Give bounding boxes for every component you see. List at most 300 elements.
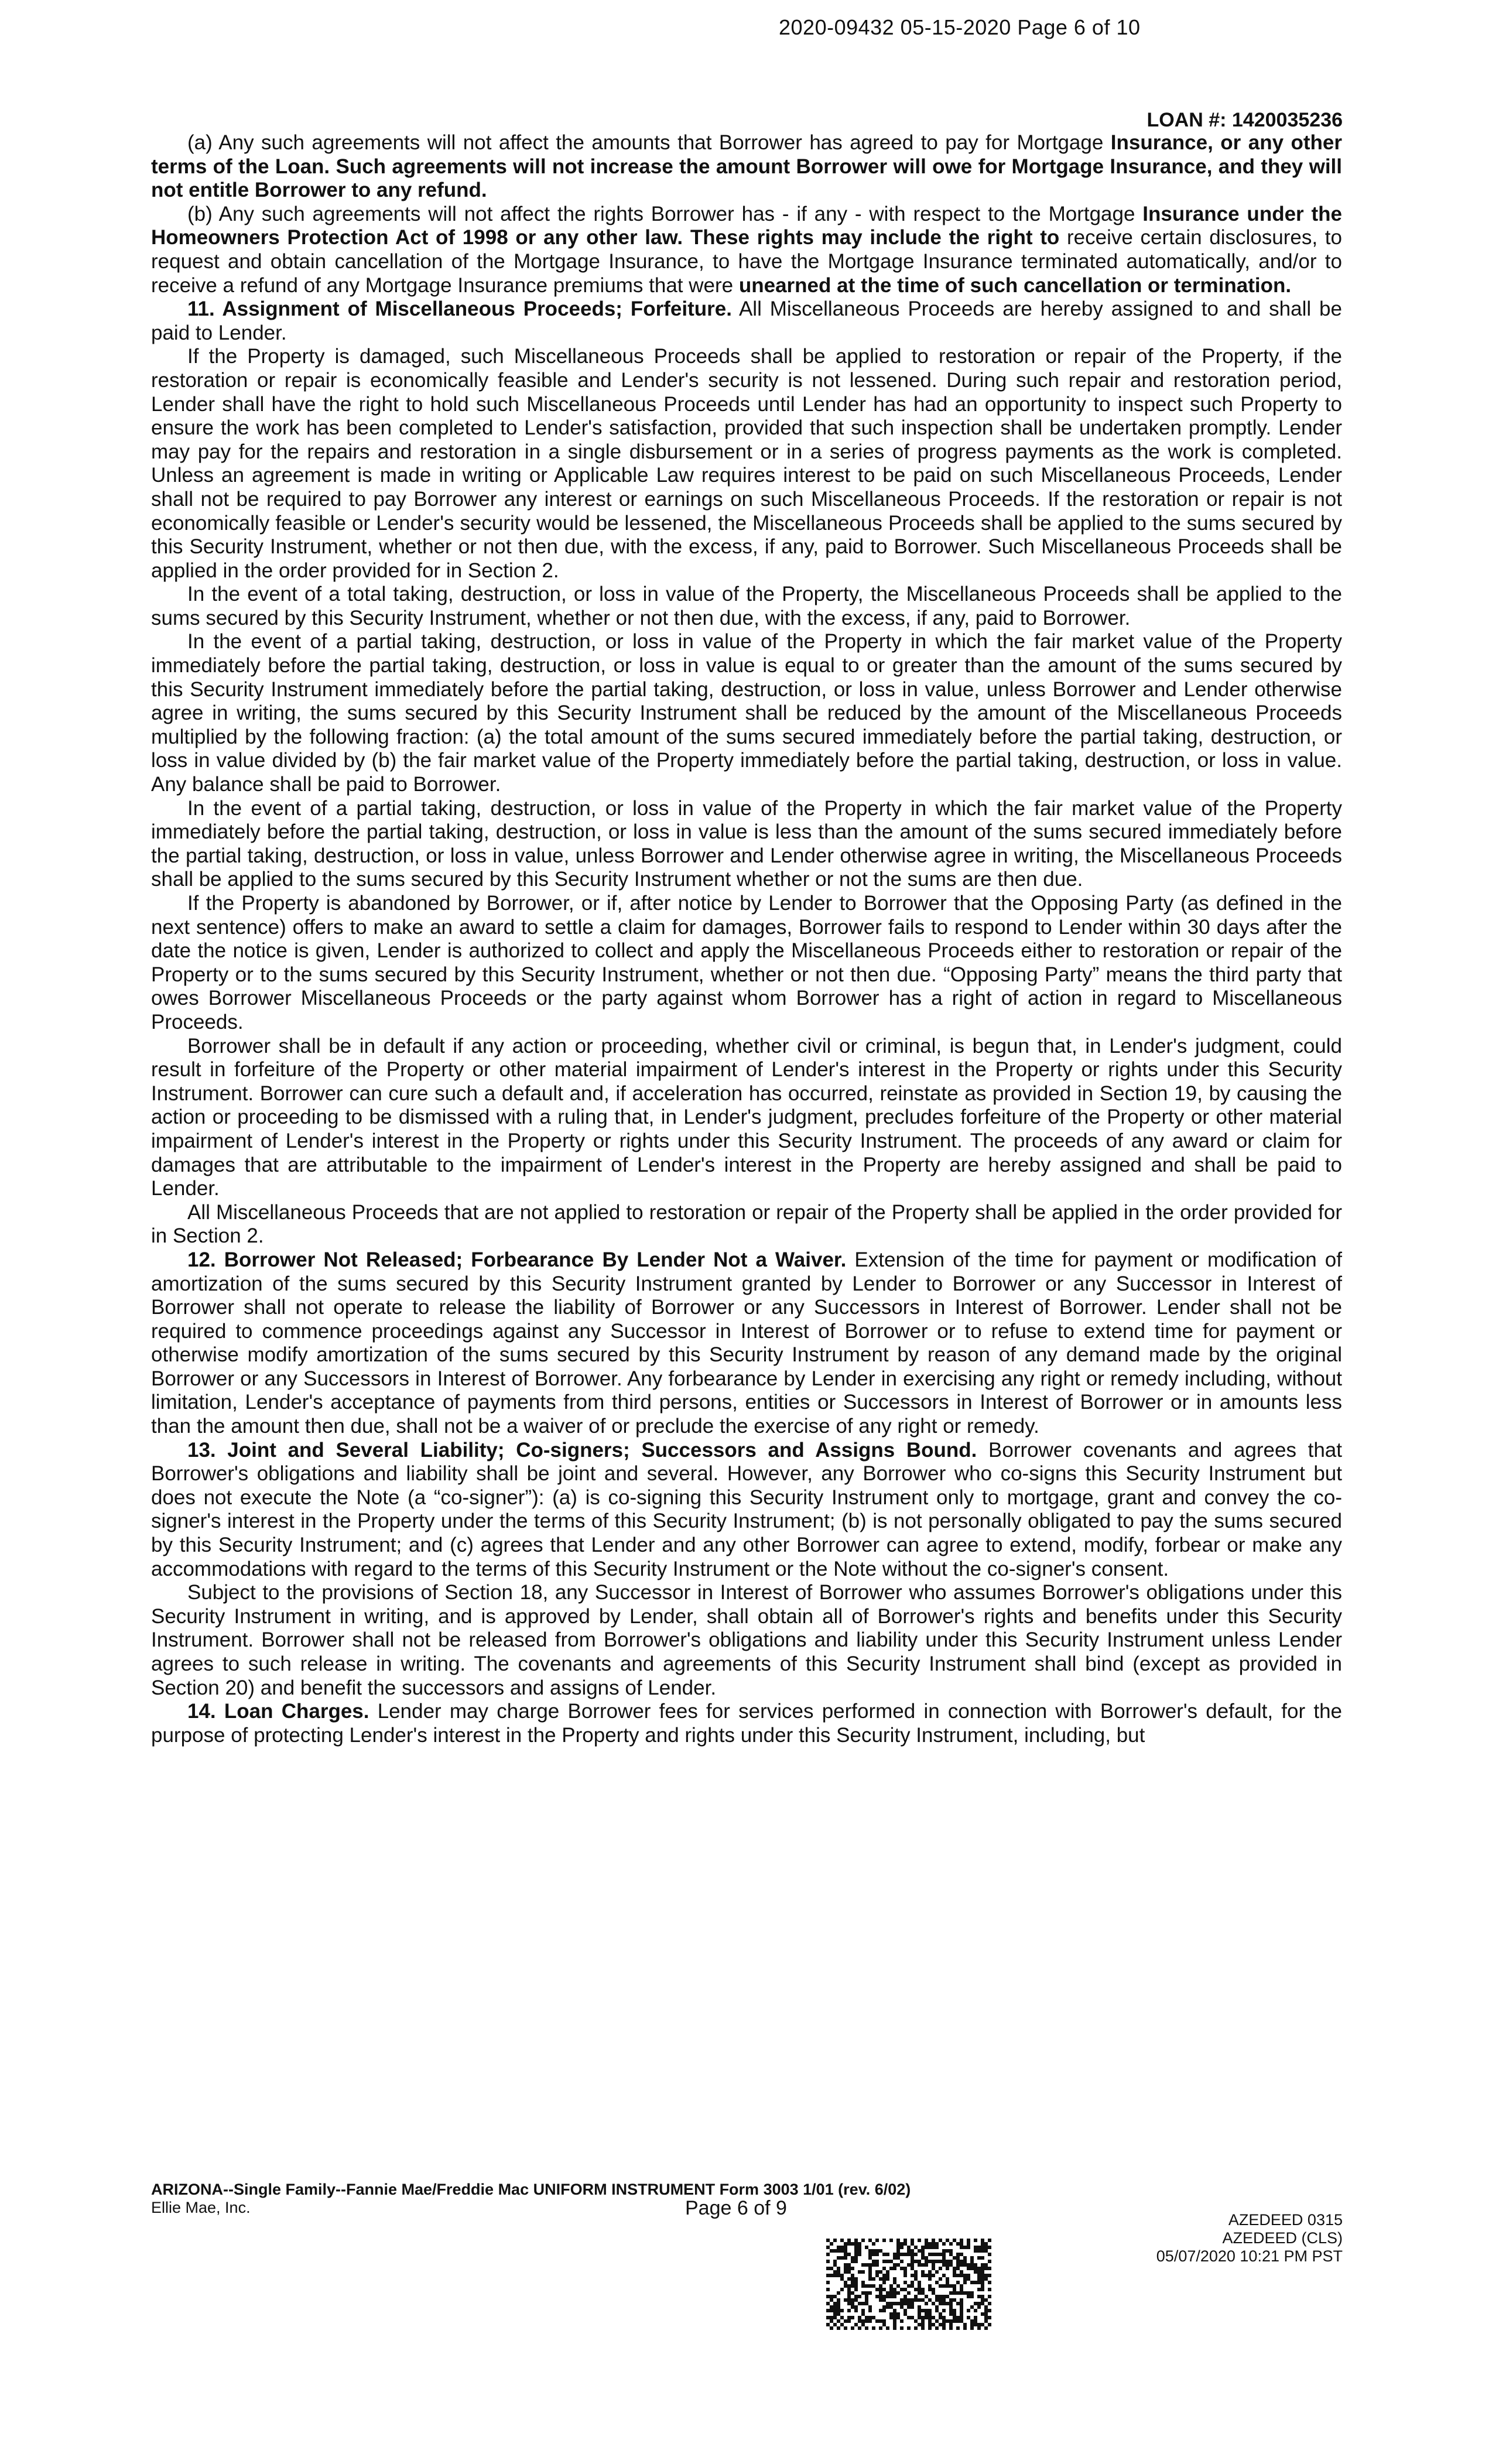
form-code-cls: AZEDEED (CLS) [1222,2229,1343,2247]
barcode-cell [921,2288,925,2291]
barcode-cell [953,2319,956,2323]
barcode-cell [826,2267,830,2270]
barcode-cell [921,2246,925,2249]
barcode-cell [925,2256,928,2260]
barcode-cell [967,2274,970,2277]
barcode-cell [875,2260,879,2263]
barcode-cell [974,2263,977,2267]
barcode-cell [903,2267,907,2270]
barcode-cell [896,2284,900,2288]
barcode-cell [861,2309,865,2312]
barcode-cell [907,2284,911,2288]
barcode-cell [847,2277,851,2281]
barcode-cell [830,2242,833,2246]
barcode-cell [984,2326,988,2330]
barcode-cell [854,2295,858,2298]
barcode-cell [974,2246,977,2249]
barcode-cell [889,2267,893,2270]
barcode-cell [988,2239,991,2242]
barcode-cell [925,2242,928,2246]
barcode-cell [911,2284,914,2288]
barcode-cell [928,2319,932,2323]
barcode-cell [840,2256,844,2260]
barcode-cell [896,2316,900,2319]
barcode-cell [960,2291,963,2295]
barcode-cell [953,2274,956,2277]
barcode-cell [837,2298,840,2302]
barcode-cell [970,2291,974,2295]
barcode-cell [974,2270,977,2274]
barcode-cell [861,2312,865,2316]
barcode-cell [858,2302,861,2305]
barcode-cell [918,2305,921,2309]
barcode-cell [942,2326,946,2330]
barcode-cell [826,2281,830,2284]
barcode-cell [907,2316,911,2319]
barcode-cell [932,2291,935,2295]
barcode-cell [911,2281,914,2284]
barcode-cell [851,2291,854,2295]
barcode-cell [893,2302,896,2305]
barcode-cell [844,2326,847,2330]
section-13: 13. Joint and Several Liability; Co-signers; Successors and Assigns Bound. Borrower covenants and agrees that Borrower's obligations and liability shall be joint and several. However, any Borrower who co-signs this Security Instrument but does not execute the Note (a “co-signer”): (a) is co-signing this Security Instrument only to mortgage, grant and convey the co-signer's interest in the Property under the terms of this Security Instrument; (b) is not personally obligated to pay the sums secured by this Security Instrument; and (c) agrees that Lender and any other Borrower can agree to extend, modify, forbear or make any accommodations with regard to the terms of this Security Instrument or the Note without the co-signer's consent. [151,1438,1342,1580]
barcode-cell [872,2249,875,2253]
barcode-cell [907,2302,911,2305]
barcode-cell [949,2298,953,2302]
barcode-cell [879,2249,882,2253]
barcode-cell [946,2319,949,2323]
barcode-cell [903,2270,907,2274]
barcode-cell [949,2263,953,2267]
barcode-cell [967,2316,970,2319]
barcode-cell [907,2246,911,2249]
barcode-cell [981,2288,984,2291]
barcode-cell [932,2316,935,2319]
barcode-cell [974,2316,977,2319]
barcode-cell [875,2263,879,2267]
barcode-cell [942,2249,946,2253]
barcode-cell [956,2302,960,2305]
barcode-cell [953,2270,956,2274]
barcode-cell [918,2323,921,2326]
barcode-cell [840,2274,844,2277]
barcode-cell [861,2319,865,2323]
barcode-cell [932,2260,935,2263]
barcode-cell [921,2263,925,2267]
barcode-cell [914,2246,918,2249]
barcode-cell [868,2284,872,2288]
barcode-cell [956,2274,960,2277]
barcode-cell [949,2326,953,2330]
barcode-cell [946,2295,949,2298]
barcode-cell [970,2281,974,2284]
barcode-cell [893,2323,896,2326]
barcode-cell [854,2242,858,2246]
barcode-cell [935,2298,939,2302]
barcode-cell [914,2326,918,2330]
barcode-cell [840,2288,844,2291]
barcode-cell [988,2281,991,2284]
barcode-cell [893,2253,896,2256]
barcode-cell [984,2298,988,2302]
barcode-cell [844,2281,847,2284]
section-13-heading: 13. Joint and Several Liability; Co-signers; Successors and Assigns Bound. [187,1438,977,1462]
barcode-cell [851,2302,854,2305]
barcode-cell [988,2267,991,2270]
barcode-cell [960,2312,963,2316]
barcode-cell [953,2239,956,2242]
barcode-cell [974,2281,977,2284]
barcode-cell [847,2253,851,2256]
barcode-cell [949,2319,953,2323]
barcode-cell [903,2239,907,2242]
barcode-cell [956,2326,960,2330]
barcode-cell [900,2326,903,2330]
barcode-cell [960,2274,963,2277]
barcode-cell [946,2302,949,2305]
barcode-cell [858,2249,861,2253]
barcode-cell [830,2305,833,2309]
barcode-cell [882,2323,886,2326]
barcode-cell [960,2288,963,2291]
barcode-cell [932,2239,935,2242]
barcode-cell [858,2246,861,2249]
barcode-cell [918,2291,921,2295]
barcode-cell [861,2270,865,2274]
barcode-cell [988,2246,991,2249]
barcode-cell [911,2263,914,2267]
barcode-cell [840,2316,844,2319]
barcode-cell [900,2298,903,2302]
barcode-cell [921,2270,925,2274]
barcode-cell [942,2274,946,2277]
barcode-cell [918,2298,921,2302]
barcode-cell [949,2249,953,2253]
barcode-cell [928,2274,932,2277]
barcode-cell [914,2298,918,2302]
barcode-cell [840,2239,844,2242]
barcode-cell [932,2288,935,2291]
barcode-cell [911,2274,914,2277]
barcode-cell [903,2281,907,2284]
barcode-cell [896,2256,900,2260]
barcode-cell [918,2309,921,2312]
barcode-cell [914,2295,918,2298]
barcode-cell [911,2298,914,2302]
barcode-cell [970,2319,974,2323]
barcode-cell [837,2319,840,2323]
barcode-cell [925,2246,928,2249]
barcode-cell [981,2249,984,2253]
barcode-cell [854,2288,858,2291]
barcode-cell [844,2249,847,2253]
barcode-cell [882,2239,886,2242]
barcode-cell [935,2260,939,2263]
barcode-cell [974,2249,977,2253]
barcode-cell [953,2312,956,2316]
barcode-cell [932,2246,935,2249]
barcode-cell [946,2249,949,2253]
barcode-cell [939,2253,942,2256]
barcode-cell [988,2309,991,2312]
barcode-cell [967,2291,970,2295]
barcode-cell [974,2267,977,2270]
barcode-cell [942,2319,946,2323]
barcode-cell [879,2298,882,2302]
barcode-cell [844,2319,847,2323]
barcode-cell [903,2309,907,2312]
barcode-cell [907,2291,911,2295]
barcode-cell [837,2302,840,2305]
barcode-cell [851,2305,854,2309]
barcode-cell [928,2242,932,2246]
barcode-cell [970,2267,974,2270]
barcode-cell [942,2309,946,2312]
barcode-cell [826,2309,830,2312]
barcode-cell [865,2298,868,2302]
barcode-cell [935,2305,939,2309]
barcode-cell [981,2295,984,2298]
barcode-cell [865,2246,868,2249]
barcode-cell [977,2270,981,2274]
barcode-cell [844,2270,847,2274]
barcode-cell [921,2298,925,2302]
barcode-cell [925,2316,928,2319]
barcode-cell [900,2267,903,2270]
barcode-cell [882,2319,886,2323]
barcode-cell [900,2302,903,2305]
print-timestamp: 05/07/2020 10:21 PM PST [1156,2247,1343,2265]
barcode-cell [830,2309,833,2312]
barcode-cell [868,2270,872,2274]
barcode-cell [977,2288,981,2291]
barcode-cell [953,2288,956,2291]
barcode-cell [833,2274,837,2277]
barcode-cell [837,2326,840,2330]
barcode-cell [858,2319,861,2323]
paragraph: Subject to the provisions of Section 18, any Successor in Interest of Borrower who assumes Borrower's obligations under this Security Instrument in writing, and is approved by Lender, shall obtain all of Borrower's rights and benefits under this Security Instrument. Borrower shall not be released from Borrower's obligations and liability under this Security Instrument unless Lender agrees to such release in writing. The covenants and agreements of this Security Instrument shall bind (except as provided in Section 20) and benefit the successors and assigns of Lender. [151,1581,1342,1699]
barcode-cell [837,2312,840,2316]
barcode-cell [889,2284,893,2288]
barcode-cell [939,2323,942,2326]
barcode-cell [896,2249,900,2253]
barcode-cell [977,2246,981,2249]
barcode-cell [932,2242,935,2246]
barcode-cell [935,2309,939,2312]
barcode-cell [981,2284,984,2288]
barcode-cell [925,2295,928,2298]
barcode-cell [868,2263,872,2267]
barcode-cell [893,2291,896,2295]
barcode-cell [907,2249,911,2253]
barcode-cell [868,2274,872,2277]
barcode-cell [984,2246,988,2249]
barcode-cell [949,2305,953,2309]
barcode-cell [833,2312,837,2316]
barcode-cell [865,2316,868,2319]
barcode-cell [949,2302,953,2305]
barcode-cell [928,2253,932,2256]
barcode-cell [865,2291,868,2295]
barcode-cell [988,2274,991,2277]
barcode-cell [981,2281,984,2284]
barcode-cell [928,2270,932,2274]
barcode-cell [981,2277,984,2281]
barcode-cell [911,2256,914,2260]
barcode-cell [988,2323,991,2326]
barcode-cell [882,2288,886,2291]
barcode-cell [865,2295,868,2298]
barcode-cell [872,2263,875,2267]
barcode-cell [946,2260,949,2263]
barcode-cell [889,2302,893,2305]
barcode-cell [879,2284,882,2288]
barcode-cell [960,2298,963,2302]
barcode-cell [886,2270,889,2274]
barcode-cell [851,2316,854,2319]
barcode-cell [942,2323,946,2326]
barcode-cell [918,2281,921,2284]
paragraph-a: (a) Any such agreements will not affect the amounts that Borrower has agreed to pay for Mortgage Insurance, or any other terms of the Loan. Such agreements will not increase the amount Borrower will owe for Mortgage Insurance, and they will not entitle Borrower to any refund. [151,131,1342,202]
barcode-cell [903,2312,907,2316]
barcode-cell [844,2298,847,2302]
barcode-cell [879,2309,882,2312]
barcode-cell [847,2284,851,2288]
barcode-cell [970,2260,974,2263]
barcode-cell [925,2239,928,2242]
barcode-cell [847,2298,851,2302]
barcode-cell [886,2302,889,2305]
barcode-cell [928,2298,932,2302]
barcode-cell [977,2295,981,2298]
barcode-cell [939,2239,942,2242]
barcode-cell [984,2319,988,2323]
barcode-cell [939,2267,942,2270]
barcode-cell [837,2274,840,2277]
barcode-cell [974,2319,977,2323]
barcode-cell [988,2302,991,2305]
barcode-cell [826,2288,830,2291]
barcode-cell [833,2305,837,2309]
barcode-cell [935,2270,939,2274]
barcode-cell [921,2274,925,2277]
barcode-cell [918,2312,921,2316]
barcode-cell [970,2323,974,2326]
barcode-cell [946,2263,949,2267]
barcode-cell [984,2316,988,2319]
barcode-cell [868,2256,872,2260]
barcode-cell [872,2284,875,2288]
barcode-cell [988,2260,991,2263]
barcode-cell [942,2316,946,2319]
barcode-cell [925,2312,928,2316]
paragraph: If the Property is damaged, such Miscellaneous Proceeds shall be applied to restoration or repair of the Property, if the restoration or repair is economically feasible and Lender's security is not lessened. During such repair and restoration period, Lender shall have the right to hold such Miscellaneous Proceeds until Lender has had an opportunity to inspect such Property to ensure the work has been completed to Lender's satisfaction, provided that such inspection shall be undertaken promptly. Lender may pay for the repairs and restoration in a single disbursement or in a series of progress payments as the work is completed. Unless an agreement is made in writing or Applicable Law requires interest to be paid on such Miscellaneous Proceeds, Lender shall not be required to pay Borrower any interest or earnings on such Miscellaneous Proceeds. If the restoration or repair is not economically feasible or Lender's security would be lessened, the Miscellaneous Proceeds shall be applied to the sums secured by this Security Instrument, whether or not then due, with the excess, if any, paid to Borrower. Such Miscellaneous Proceeds shall be applied in the order provided for in Section 2. [151,345,1342,582]
barcode-cell [970,2256,974,2260]
barcode-cell [932,2323,935,2326]
barcode-cell [837,2256,840,2260]
barcode-cell [833,2309,837,2312]
barcode-cell [889,2288,893,2291]
barcode-cell [875,2319,879,2323]
barcode-cell [907,2253,911,2256]
barcode-cell [928,2309,932,2312]
barcode-cell [830,2274,833,2277]
barcode-cell [960,2270,963,2274]
barcode-cell [903,2288,907,2291]
barcode-cell [963,2256,967,2260]
barcode-cell [833,2316,837,2319]
barcode-cell [963,2291,967,2295]
barcode-cell [949,2253,953,2256]
barcode-cell [879,2326,882,2330]
barcode-cell [942,2256,946,2260]
barcode-cell [893,2309,896,2312]
barcode-cell [953,2309,956,2312]
barcode-cell [911,2260,914,2263]
barcode-cell [900,2253,903,2256]
barcode-cell [851,2274,854,2277]
barcode-cell [858,2316,861,2319]
barcode-cell [879,2319,882,2323]
barcode-cell [928,2277,932,2281]
barcode-cell [830,2319,833,2323]
barcode-cell [886,2274,889,2277]
barcode-cell [854,2256,858,2260]
barcode-cell [868,2253,872,2256]
barcode-cell [861,2263,865,2267]
barcode-cell [921,2291,925,2295]
barcode-cell [977,2326,981,2330]
barcode-cell [847,2239,851,2242]
barcode-cell [925,2260,928,2263]
barcode-cell [833,2302,837,2305]
barcode-cell [918,2249,921,2253]
barcode-cell [932,2253,935,2256]
barcode-cell [949,2291,953,2295]
barcode-cell [872,2253,875,2256]
paragraph: If the Property is abandoned by Borrower, or if, after notice by Lender to Borrower that the Opposing Party (as defined in the next sentence) offers to make an award to settle a claim for damages, Borrower fails to respond to Lender within 30 days after the date the notice is given, Lender is authorized to collect and apply the Miscellaneous Proceeds either to restoration or repair of the Property or to the sums secured by this Security Instrument, whether or not then due. “Opposing Party” means the third party that owes Borrower Miscellaneous Proceeds or the party against whom Borrower has a right of action in regard to Miscellaneous Proceeds. [151,892,1342,1033]
barcode-cell [854,2253,858,2256]
barcode-cell [918,2260,921,2263]
barcode-cell [981,2242,984,2246]
barcode-cell [963,2323,967,2326]
barcode-cell [942,2260,946,2263]
barcode-cell [960,2253,963,2256]
barcode-cell [896,2291,900,2295]
barcode-cell [911,2316,914,2319]
barcode-cell [911,2267,914,2270]
barcode-cell [949,2312,953,2316]
paragraph-b: (b) Any such agreements will not affect the rights Borrower has - if any - with respect to the Mortgage Insurance under the Homeowners Protection Act of 1998 or any other law. These rights may include the right to receive certain disclosures, to request and obtain cancellation of the Mortgage Insurance, to have the Mortgage Insurance terminated automatically, and/or to receive a refund of any Mortgage Insurance premiums that were unearned at the time of such cancellation or termination. [151,202,1342,297]
barcode-cell [896,2302,900,2305]
barcode-cell [956,2253,960,2256]
barcode-cell [886,2260,889,2263]
barcode-cell [861,2323,865,2326]
barcode-cell [896,2253,900,2256]
page-number: Page 6 of 9 [685,2197,787,2219]
barcode-cell [935,2319,939,2323]
barcode-cell [889,2291,893,2295]
barcode-cell [844,2256,847,2260]
barcode-cell [861,2291,865,2295]
barcode-cell [865,2319,868,2323]
barcode-cell [981,2267,984,2270]
barcode-cell [840,2323,844,2326]
document-body [151,131,1342,1747]
barcode-cell [851,2326,854,2330]
section-14: 14. Loan Charges. Lender may charge Borrower fees for services performed in connection with Borrower's default, for the purpose of protecting Lender's interest in the Property and rights under this Security Instrument, including, but [151,1700,1343,1747]
barcode-cell [963,2277,967,2281]
